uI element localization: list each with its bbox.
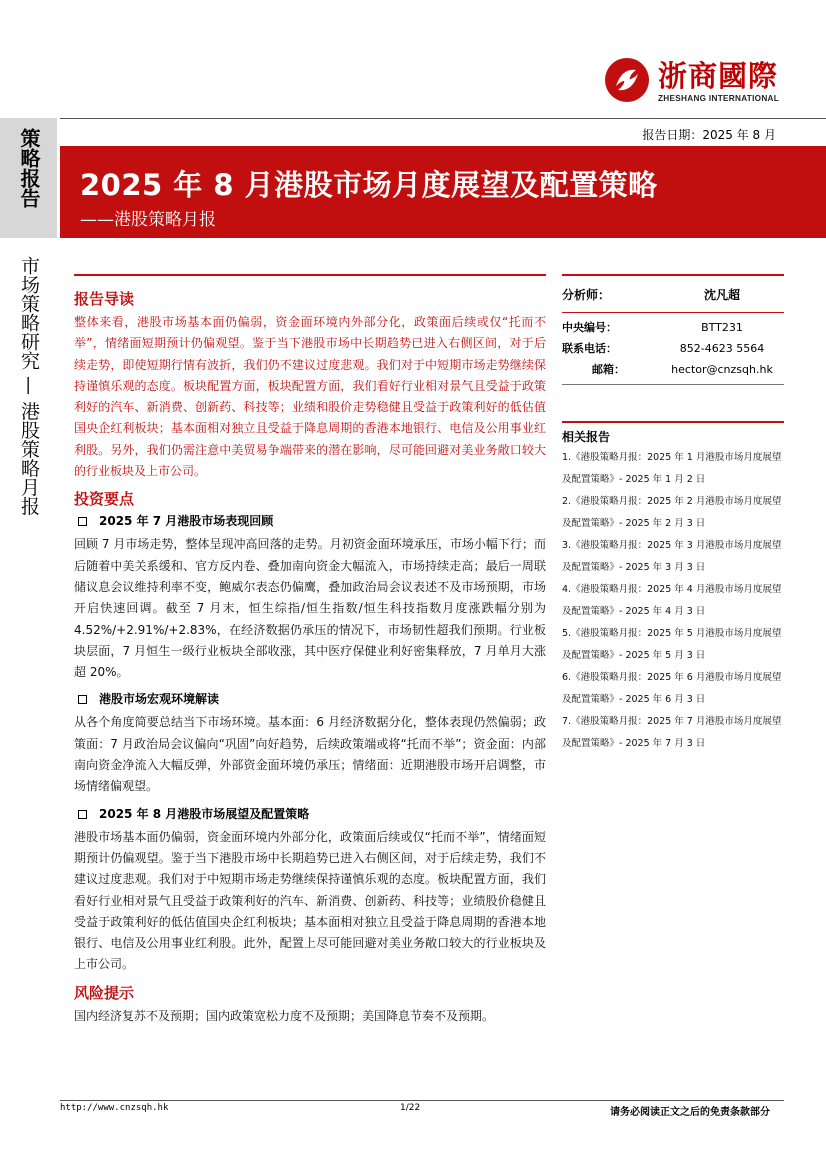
related-item[interactable]: 2.《港股策略月报：2025 年 2 月港股市场月度展望及配置策略》- 2025 年 2 月 3 日 (562, 496, 782, 529)
analyst-id: BTT231 (701, 321, 743, 334)
logo-mark-icon (602, 56, 652, 104)
header-rule (60, 118, 826, 119)
related-item[interactable]: 3.《港股策略月报：2025 年 3 月港股市场月度展望及配置策略》- 2025 年 3 月 3 日 (562, 540, 782, 573)
checkbox-square-icon (78, 517, 87, 526)
company-logo (602, 52, 780, 110)
analyst-id-row (562, 317, 784, 338)
analyst-rule (562, 312, 784, 313)
intro-text: 整体来看，港股市场基本面仍偏弱，资金面环境内外部分化，政策面后续或仅“托而不举”，情绪面短期预计仍偏观望。鉴于当下港股市场中长期趋势已进入右侧区间，对于后续走势，即使短期行情有波折，我们仍不建议过度悲观。我们对于中短期市场走势继续保持谨慎乐观的态度。板块配置方面，板块配置方面，我们看好行业相对景气且受益于政策利好的汽车、新消费、创新药、科技等；业绩和股价走势稳健且受益于政策利好的低估值国央企红利板块；基本面相对独立且受益于降息周期的香港本地银行、电信及公用事业红利股。另外，我们仍需注意中美贸易争端带来的潜在影响，尽可能回避对美业务敞口较大的行业板块及上市公司。 (74, 315, 546, 479)
page-subtitle: ——港股策略月报 (80, 210, 216, 230)
side-label-series: 市场策略研究 — 港股策略月报 (18, 256, 40, 516)
footer-disclaimer: 请务必阅读正文之后的免责条款部分 (610, 1107, 770, 1118)
related-heading: 相关报告 (562, 430, 611, 444)
related-item[interactable]: 6.《港股策略月报：2025 年 6 月港股市场月度展望及配置策略》- 2025 年 6 月 3 日 (562, 672, 782, 705)
analyst-name: 沈凡超 (703, 288, 740, 302)
points-heading: 投资要点 (74, 490, 135, 509)
analyst-email: hector@cnzsqh.hk (671, 363, 773, 376)
related-list (562, 447, 784, 755)
checkbox-square-icon (78, 695, 87, 704)
side-label-report-type: 策略报告 (17, 128, 41, 208)
point-text-1: 回顾 7 月市场走势，整体呈现冲高回落的走势。月初资金面环境承压，市场小幅下行；而后随着中美关系缓和、官方反内卷、叠加南向资金大幅流入，市场持续走高；最后一周联储议息会议维持利率不变，鲍威尔表态仍偏鹰，叠加政治局会议表述不及市场预期，市场开启快速回调。截至 7 月末，恒生综指/恒生指数/恒生科技指数月度涨跌幅分别为 4.52%/+2.91%/+2.83%，在经济数据仍承压的情况下，市场韧性超我们预期。行业板块层面，7 月恒生一级行业板块全部收涨，其中医疗保健业利好密集释放，7 月单月大涨超 20%。 (74, 537, 546, 680)
related-item[interactable]: 4.《港股策略月报：2025 年 4 月港股市场月度展望及配置策略》- 2025 年 4 月 3 日 (562, 584, 782, 617)
analyst-phone: 852-4623 5564 (679, 342, 765, 355)
related-item[interactable]: 1.《港股策略月报：2025 年 1 月港股市场月度展望及配置策略》- 2025 年 1 月 2 日 (562, 452, 782, 485)
analyst-top-rule (562, 274, 784, 276)
analyst-email-row (562, 359, 784, 380)
logo-cn-text: 浙商國際 (658, 59, 779, 93)
point-title: 2025 年 7 月港股市场表现回顾 (99, 514, 274, 529)
analyst-id-label: 中央编号： (562, 321, 617, 334)
related-item[interactable]: 5.《港股策略月报：2025 年 5 月港股市场月度展望及配置策略》- 2025 年 5 月 3 日 (562, 628, 782, 661)
logo-en-text: ZHESHANG INTERNATIONAL (658, 94, 780, 103)
risk-text: 国内经济复苏不及预期；国内政策宽松力度不及预期；美国降息节奏不及预期。 (74, 1008, 495, 1023)
point-heading-2 (74, 689, 546, 710)
point-heading-1 (74, 511, 546, 532)
analyst-name-row (562, 284, 784, 306)
analyst-bottom-rule (562, 384, 784, 385)
point-title: 2025 年 8 月港股市场展望及配置策略 (99, 806, 310, 821)
report-date: 报告日期：2025 年 8 月 (642, 128, 776, 142)
risk-heading: 风险提示 (74, 983, 135, 1002)
analyst-label: 分析师： (562, 288, 611, 302)
main-column-rule (74, 274, 546, 276)
analyst-email-label: 邮箱： (592, 363, 625, 376)
analyst-phone-row (562, 338, 784, 359)
main-column (74, 268, 546, 1027)
page-number: 1/22 (400, 1103, 421, 1113)
point-text-3: 港股市场基本面仍偏弱，资金面环境内外部分化，政策面后续或仅“托而不举”，情绪面短期预计仍偏观望。鉴于当下港股市场中长期趋势已进入右侧区间，对于后续走势，我们不建议过度悲观。我们对于中短期市场走势继续保持谨慎乐观的态度。板块配置方面，我们看好行业相对景气且受益于政策利好的汽车、新消费、创新药、科技等；业绩股价稳健且受益于政策利好的低估值国央企红利板块；基本面相对独立且受益于降息周期的香港本地银行、电信及公用事业红利股。此外，配置上尽可能回避对美业务敞口较大的行业板块及上市公司。 (74, 829, 546, 972)
footer-url[interactable]: http://www.cnzsqh.hk (60, 1103, 169, 1113)
point-text-2: 从各个角度简要总结当下市场环境。基本面：6 月经济数据分化，整体表现仍然偏弱；政策面：7 月政治局会议偏向“巩固”向好趋势，后续政策端或将“托而不举”；资金面：内部南向资金净流入大幅反弹，外部资金面环境仍承压；情绪面：近期港股市场开启调整，市场情绪偏观望。 (74, 715, 546, 794)
related-item[interactable]: 7.《港股策略月报：2025 年 7 月港股市场月度展望及配置策略》- 2025 年 7 月 3 日 (562, 716, 782, 749)
intro-heading: 报告导读 (74, 290, 135, 308)
analyst-phone-label: 联系电话： (562, 342, 617, 355)
related-top-rule (562, 421, 784, 423)
point-heading-3 (74, 804, 546, 825)
footer-rule (60, 1100, 784, 1101)
checkbox-square-icon (78, 810, 87, 819)
right-column (562, 268, 784, 755)
point-title: 港股市场宏观环境解读 (99, 692, 220, 707)
page-title: 2025 年 8 月港股市场月度展望及配置策略 (80, 168, 658, 202)
